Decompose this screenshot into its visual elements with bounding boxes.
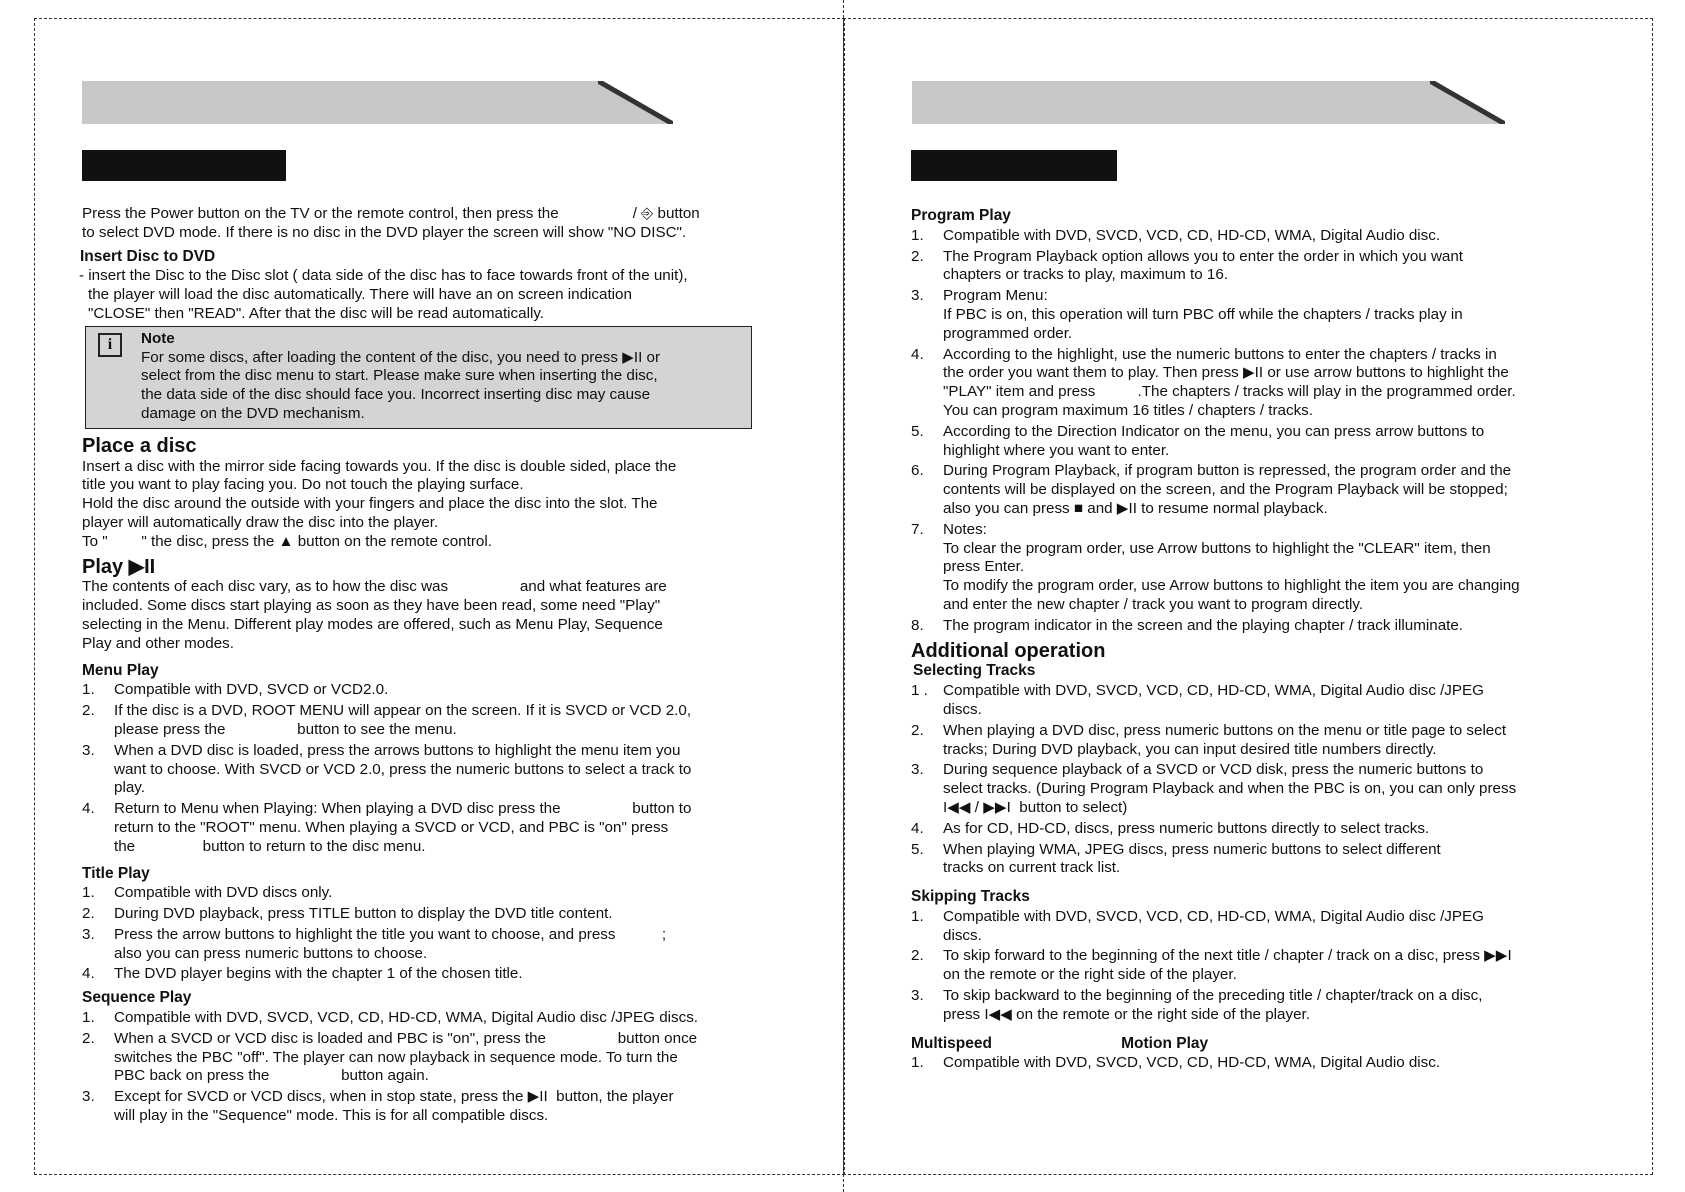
item-line: tracks; During DVD playback, you can input desired title numbers directly. bbox=[943, 740, 1437, 758]
item-line: During sequence playback of a SVCD or VCD disk, press the numeric buttons to bbox=[943, 761, 1484, 779]
item-line: Compatible with DVD, SVCD or VCD2.0. bbox=[114, 681, 389, 699]
list-item bbox=[911, 908, 1561, 946]
play-line: selecting in the Menu. Different play modes are offered, such as Menu Play, Sequence bbox=[82, 615, 663, 633]
item-line: on the remote or the right side of the player. bbox=[943, 966, 1237, 984]
play-line: Play and other modes. bbox=[82, 634, 234, 652]
selecting-tracks-heading: Selecting Tracks bbox=[913, 662, 1036, 680]
item-number: 3. bbox=[82, 1088, 95, 1106]
item-line: and enter the new chapter / track you want to program directly. bbox=[943, 595, 1364, 613]
play-line: The contents of each disc vary, as to how the disc was and what features are bbox=[82, 578, 667, 596]
insert-line: the player will load the disc automatically. There will have an on screen indication bbox=[88, 286, 632, 304]
item-number: 1. bbox=[911, 907, 924, 925]
list-item bbox=[911, 346, 1561, 421]
left-header-banner bbox=[82, 81, 602, 124]
item-line: Press the arrow buttons to highlight the title you want to choose, and press ; bbox=[114, 925, 667, 943]
item-number: 2. bbox=[911, 721, 924, 739]
right-section-tab bbox=[911, 150, 1117, 181]
item-line: During DVD playback, press TITLE button to display the DVD title content. bbox=[114, 905, 613, 923]
list-item bbox=[911, 761, 1561, 817]
intro-text-2: to select DVD mode. If there is no disc in the DVD player the screen will show "NO DISC". bbox=[82, 223, 687, 241]
item-number: 5. bbox=[911, 840, 924, 858]
list-item bbox=[911, 682, 1561, 720]
title-play-heading: Title Play bbox=[82, 864, 150, 882]
item-line: will play in the "Sequence" mode. This is for all compatible discs. bbox=[114, 1107, 549, 1125]
selecting-tracks-list bbox=[911, 682, 1561, 878]
right-banner-corner bbox=[1430, 81, 1505, 124]
item-line: As for CD, HD-CD, discs, press numeric buttons directly to select tracks. bbox=[943, 819, 1430, 837]
place-line: Insert a disc with the mirror side facing towards you. If the disc is double sided, place the bbox=[82, 457, 677, 475]
sequence-play-list bbox=[82, 1009, 752, 1126]
item-line: also you can press numeric buttons to choose. bbox=[114, 944, 428, 962]
place-line: player will automatically draw the disc into the player. bbox=[82, 513, 439, 531]
list-item bbox=[911, 820, 1561, 839]
skipping-tracks-list bbox=[911, 908, 1561, 1025]
item-line: You can program maximum 16 titles / chapters / tracks. bbox=[943, 401, 1313, 419]
note-line: the data side of the disc should face you. Incorrect inserting disc may cause bbox=[141, 386, 651, 404]
item-number: 1. bbox=[911, 1054, 924, 1072]
item-number: 7. bbox=[911, 520, 924, 538]
item-number: 1. bbox=[82, 681, 95, 699]
list-item bbox=[82, 1088, 752, 1126]
item-number: 4. bbox=[911, 345, 924, 363]
left-banner-corner bbox=[598, 81, 673, 124]
item-line: During Program Playback, if program button is repressed, the program order and the bbox=[943, 462, 1512, 480]
item-number: 1 . bbox=[911, 682, 928, 700]
item-number: 1. bbox=[911, 226, 924, 244]
left-section-tab bbox=[82, 150, 286, 181]
item-line: The DVD player begins with the chapter 1 of the chosen title. bbox=[114, 965, 523, 983]
list-item bbox=[82, 884, 752, 903]
place-line: Hold the disc around the outside with your fingers and place the disc into the slot. The bbox=[82, 495, 658, 513]
item-line: contents will be displayed on the screen, and the Program Playback will be stopped; bbox=[943, 481, 1508, 499]
page-divider bbox=[843, 0, 844, 1192]
intro-text: Press the Power button on the TV or the remote control, then press the / ⎆ button bbox=[82, 205, 700, 222]
list-item bbox=[911, 227, 1561, 246]
item-line: PBC back on press the button again. bbox=[114, 1067, 429, 1085]
list-item bbox=[911, 1054, 1561, 1073]
item-line: discs. bbox=[943, 700, 982, 718]
item-number: 4. bbox=[82, 965, 95, 983]
insert-line: "CLOSE" then "READ". After that the disc will be read automatically. bbox=[88, 304, 545, 322]
insert-heading: Insert Disc to DVD bbox=[80, 247, 216, 265]
item-line: the button to return to the disc menu. bbox=[114, 837, 426, 855]
item-line: want to choose. With SVCD or VCD 2.0, press the numeric buttons to select a track to bbox=[114, 760, 692, 778]
list-item bbox=[82, 742, 752, 798]
item-number: 2. bbox=[82, 1029, 95, 1047]
item-line: select tracks. (During Program Playback and when the PBC is on, you can only press bbox=[943, 780, 1517, 798]
item-number: 1. bbox=[82, 884, 95, 902]
note-box bbox=[85, 326, 752, 429]
multispeed-heading: Multispeed Motion Play bbox=[911, 1034, 1209, 1052]
item-line: Notes: bbox=[943, 520, 987, 538]
item-line: To clear the program order, use Arrow buttons to highlight the "CLEAR" item, then bbox=[943, 539, 1491, 557]
item-line: Compatible with DVD, SVCD, VCD, CD, HD-CD, WMA, Digital Audio disc /JPEG bbox=[943, 907, 1484, 925]
item-line: Except for SVCD or VCD discs, when in stop state, press the ▶II button, the player bbox=[114, 1088, 674, 1106]
item-line: When a DVD disc is loaded, press the arrows buttons to highlight the menu item you bbox=[114, 741, 681, 759]
item-line: Compatible with DVD, SVCD, VCD, CD, HD-CD, WMA, Digital Audio disc /JPEG discs. bbox=[114, 1009, 699, 1027]
item-number: 2. bbox=[82, 702, 95, 720]
item-line: Compatible with DVD, SVCD, VCD, CD, HD-CD, WMA, Digital Audio disc /JPEG bbox=[943, 682, 1484, 700]
list-item bbox=[911, 841, 1561, 879]
item-line: When playing WMA, JPEG discs, press numeric buttons to select different bbox=[943, 840, 1441, 858]
item-line: please press the button to see the menu. bbox=[114, 720, 457, 738]
item-line: According to the highlight, use the numeric buttons to enter the chapters / tracks in bbox=[943, 345, 1497, 363]
list-item bbox=[82, 965, 752, 984]
list-item bbox=[82, 681, 752, 700]
item-line: discs. bbox=[943, 926, 982, 944]
item-number: 8. bbox=[911, 616, 924, 634]
item-line: "PLAY" item and press .The chapters / tracks will play in the programmed order. bbox=[943, 383, 1516, 401]
program-play-heading: Program Play bbox=[911, 207, 1011, 224]
additional-heading: Additional operation bbox=[911, 639, 1106, 662]
item-line: also you can press ■ and ▶II to resume normal playback. bbox=[943, 499, 1328, 517]
multispeed-list bbox=[911, 1054, 1561, 1073]
list-item bbox=[82, 800, 752, 856]
item-line: If the disc is a DVD, ROOT MENU will appear on the screen. If it is SVCD or VCD 2.0, bbox=[114, 702, 692, 720]
item-line: highlight where you want to enter. bbox=[943, 441, 1170, 459]
list-item bbox=[82, 702, 752, 740]
left-content bbox=[79, 205, 752, 1128]
list-item bbox=[82, 1030, 752, 1086]
note-line: For some discs, after loading the content of the disc, you need to press ▶II or bbox=[141, 348, 661, 366]
item-number: 4. bbox=[82, 800, 95, 818]
menu-play-heading: Menu Play bbox=[82, 661, 159, 679]
list-item bbox=[82, 926, 752, 964]
list-item bbox=[911, 617, 1561, 636]
item-number: 3. bbox=[82, 741, 95, 759]
info-icon: i bbox=[98, 333, 122, 357]
item-line: When playing a DVD disc, press numeric buttons on the menu or title page to select bbox=[943, 721, 1507, 739]
item-line: play. bbox=[114, 779, 145, 797]
list-item bbox=[911, 722, 1561, 760]
item-line: Compatible with DVD discs only. bbox=[114, 884, 333, 902]
play-line: included. Some discs start playing as soon as they have been read, some need "Play" bbox=[82, 597, 661, 615]
item-line: Program Menu: bbox=[943, 287, 1048, 305]
play-heading: Play ▶II bbox=[82, 555, 156, 578]
place-heading: Place a disc bbox=[82, 434, 197, 457]
item-number: 5. bbox=[911, 422, 924, 440]
item-number: 1. bbox=[82, 1009, 95, 1027]
item-line: return to the "ROOT" menu. When playing a SVCD or VCD, and PBC is "on" press bbox=[114, 818, 669, 836]
item-line: According to the Direction Indicator on the menu, you can press arrow buttons to bbox=[943, 422, 1485, 440]
note-title: Note bbox=[141, 329, 175, 347]
item-number: 4. bbox=[911, 819, 924, 837]
item-line: programmed order. bbox=[943, 324, 1073, 342]
item-number: 2. bbox=[911, 247, 924, 265]
item-line: The program indicator in the screen and the playing chapter / track illuminate. bbox=[943, 616, 1464, 634]
item-line: press I◀◀ on the remote or the right side of the player. bbox=[943, 1005, 1310, 1023]
item-line: The Program Playback option allows you to enter the order in which you want bbox=[943, 247, 1464, 265]
program-play-list bbox=[911, 227, 1561, 636]
item-line: Return to Menu when Playing: When playing a DVD disc press the button to bbox=[114, 800, 692, 818]
item-line: Compatible with DVD, SVCD, VCD, CD, HD-CD, WMA, Digital Audio disc. bbox=[943, 1054, 1441, 1072]
list-item bbox=[82, 1009, 752, 1028]
item-line: chapters or tracks to play, maximum to 16. bbox=[943, 266, 1229, 284]
right-header-banner bbox=[912, 81, 1434, 124]
menu-play-list bbox=[82, 681, 752, 856]
list-item bbox=[911, 987, 1561, 1025]
item-line: When a SVCD or VCD disc is loaded and PBC is "on", press the button once bbox=[114, 1029, 698, 1047]
list-item bbox=[911, 462, 1561, 518]
note-line: select from the disc menu to start. Please make sure when inserting the disc, bbox=[141, 367, 658, 385]
item-number: 3. bbox=[911, 987, 924, 1005]
title-play-list bbox=[82, 884, 752, 984]
list-item bbox=[911, 287, 1561, 343]
list-item bbox=[911, 248, 1561, 286]
item-line: If PBC is on, this operation will turn PBC off while the chapters / tracks play in bbox=[943, 305, 1463, 323]
item-line: press Enter. bbox=[943, 558, 1025, 576]
note-line: damage on the DVD mechanism. bbox=[141, 404, 365, 422]
skipping-tracks-heading: Skipping Tracks bbox=[911, 888, 1030, 906]
item-line: To skip backward to the beginning of the preceding title / chapter/track on a disc, bbox=[943, 987, 1483, 1005]
insert-line: - insert the Disc to the Disc slot ( data side of the disc has to face towards front of the unit), bbox=[79, 267, 688, 285]
item-number: 3. bbox=[911, 761, 924, 779]
item-number: 3. bbox=[911, 287, 924, 305]
sequence-play-heading: Sequence Play bbox=[82, 989, 192, 1007]
item-number: 3. bbox=[82, 925, 95, 943]
item-number: 2. bbox=[911, 947, 924, 965]
item-line: switches the PBC "off". The player can now playback in sequence mode. To turn the bbox=[114, 1048, 678, 1066]
item-line: To skip forward to the beginning of the next title / chapter / track on a disc, press ▶▶I bbox=[943, 947, 1512, 965]
item-line: I◀◀ / ▶▶I button to select) bbox=[943, 798, 1128, 816]
right-content bbox=[911, 207, 1561, 1075]
list-item bbox=[911, 521, 1561, 615]
list-item bbox=[82, 905, 752, 924]
list-item bbox=[911, 947, 1561, 985]
item-line: the order you want them to play. Then press ▶II or use arrow buttons to highlight the bbox=[943, 364, 1509, 382]
item-line: Compatible with DVD, SVCD, VCD, CD, HD-CD, WMA, Digital Audio disc. bbox=[943, 226, 1441, 244]
item-line: To modify the program order, use Arrow buttons to highlight the item you are changing bbox=[943, 577, 1520, 595]
place-line: title you want to play facing you. Do not touch the playing surface. bbox=[82, 476, 524, 494]
place-line: To " " the disc, press the ▲ button on the remote control. bbox=[82, 532, 492, 550]
item-number: 6. bbox=[911, 462, 924, 480]
item-number: 2. bbox=[82, 905, 95, 923]
list-item bbox=[911, 423, 1561, 461]
item-line: tracks on current track list. bbox=[943, 859, 1121, 877]
